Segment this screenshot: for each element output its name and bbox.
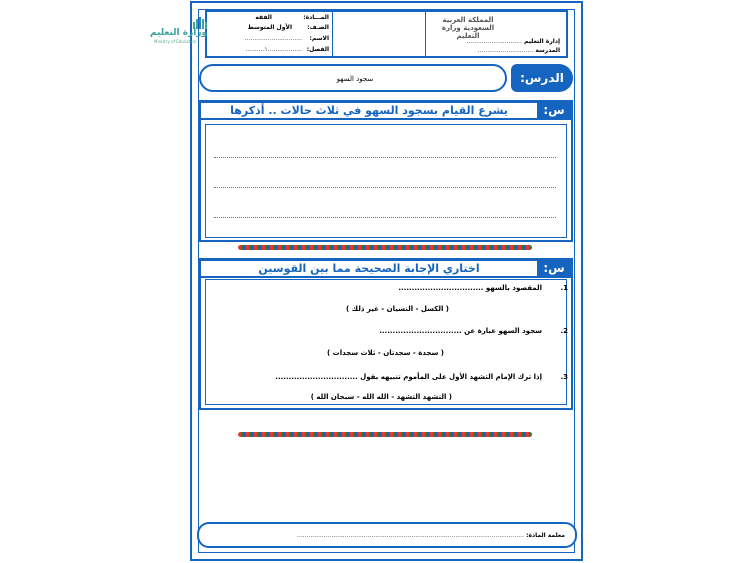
lesson-row (199, 64, 573, 92)
lesson-label: الدرس: (511, 64, 573, 92)
dept-label: إدارة التعليم (523, 38, 560, 45)
header-info-block (207, 12, 333, 56)
name-field (309, 35, 329, 42)
lesson-value-box (199, 64, 507, 92)
mcq-item-3-options[interactable]: ( التشهد التشهد - الله الله - سبحان الله ) (310, 393, 452, 401)
mcq-item-2-text: سجود السهو عبارة عن ............................... (379, 327, 542, 335)
question-1-tag: س: (537, 103, 571, 118)
ministry-logo-name: وزارة التعليم (150, 28, 208, 38)
name-label: الاسم: (309, 35, 329, 42)
dept-field (467, 38, 560, 45)
class-dots: ..................١.......... (245, 46, 302, 53)
answer-line[interactable] (214, 157, 556, 158)
teacher-field (209, 532, 565, 539)
mcq-item-3-text: إذا ترك الإمام التشهد الأول على المأموم تنبيهه بقول ............................... (275, 373, 542, 381)
dept-dots: ............................. (466, 38, 522, 45)
teacher-dots: ....................................................................................................................... (297, 532, 524, 539)
mcq-item-1-number: 1. (560, 284, 568, 292)
grade-value: الأول المتوسط (247, 24, 292, 31)
question-2-answer-area (205, 279, 567, 405)
decorative-divider (238, 245, 532, 250)
name-dots: .............................. (244, 35, 302, 42)
subject-value: الفقه (255, 14, 272, 21)
answer-line[interactable] (214, 217, 556, 218)
teacher-signature-box (197, 522, 577, 548)
mcq-item-2-number: 2. (560, 327, 568, 335)
subject-label: المـــادة: (303, 14, 329, 21)
teacher-label: معلمة المادة: (526, 532, 565, 539)
mcq-item-2-options[interactable]: ( سجدة - سجدتان - ثلاث سجدات ) (327, 349, 444, 357)
lesson-value: سجود السهو (336, 75, 374, 83)
question-2-header (199, 259, 573, 278)
grade-label: الصـف: (307, 24, 329, 31)
school-label: المدرسة (535, 47, 560, 54)
school-dots: ............................. (477, 47, 534, 54)
question-1-header (199, 101, 573, 120)
mcq-item-3-number: 3. (560, 373, 568, 381)
subject-field (303, 14, 329, 21)
ministry-logo-en: Ministry of Education (154, 39, 197, 44)
answer-line[interactable] (214, 187, 556, 188)
class-label: الفصل: (306, 46, 329, 53)
header-ministry-block (425, 12, 566, 56)
question-1-title: يشرع القيام بسجود السهو في ثلاث حالات .. أذكرها (230, 104, 508, 117)
school-field (478, 47, 560, 54)
ksa-emblem-text: المملكة العربية السعودية وزارة التعليم (441, 16, 495, 40)
question-2-title: اختاري الإجابة الصحيحة مما بين القوسين (258, 262, 480, 275)
grade-field (307, 24, 329, 31)
mcq-item-1-text: المقصود بالسهو ................................ (398, 284, 542, 292)
worksheet-header (205, 10, 568, 58)
class-field (307, 46, 329, 53)
question-1-answer-area (205, 124, 567, 238)
decorative-divider (238, 432, 532, 437)
question-2-tag: س: (537, 261, 571, 276)
mcq-item-1-options[interactable]: ( الكسل - النسيان - غير ذلك ) (346, 305, 449, 313)
